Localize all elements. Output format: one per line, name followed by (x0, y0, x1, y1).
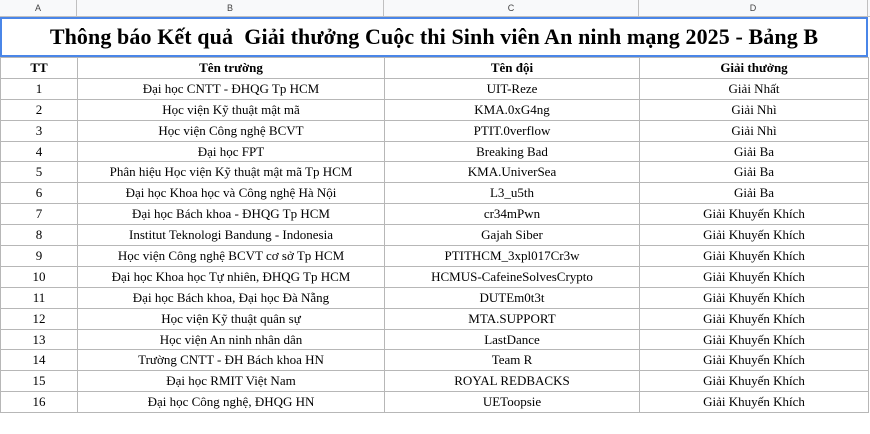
table-row (1, 266, 869, 287)
cell-prize[interactable]: Giải Ba (640, 183, 869, 204)
cell-team[interactable]: Gajah Siber (385, 225, 640, 246)
header-team[interactable]: Tên đội (385, 58, 640, 79)
cell-prize[interactable]: Giải Khuyến Khích (640, 308, 869, 329)
cell-school[interactable]: Học viện Kỹ thuật mật mã (78, 99, 385, 120)
cell-school[interactable]: Institut Teknologi Bandung - Indonesia (78, 225, 385, 246)
header-prize[interactable]: Giải thưởng (640, 58, 869, 79)
table-row (1, 204, 869, 225)
cell-prize[interactable]: Giải Khuyến Khích (640, 266, 869, 287)
cell-team[interactable]: KMA.UniverSea (385, 162, 640, 183)
column-header-d[interactable]: D (639, 0, 868, 16)
cell-team[interactable]: DUTEm0t3t (385, 287, 640, 308)
cell-school[interactable]: Phân hiệu Học viện Kỹ thuật mật mã Tp HCM (78, 162, 385, 183)
cell-school[interactable]: Đại học FPT (78, 141, 385, 162)
table-row (1, 371, 869, 392)
cell-team[interactable]: HCMUS-CafeineSolvesCrypto (385, 266, 640, 287)
cell-tt[interactable]: 5 (1, 162, 78, 183)
cell-tt[interactable]: 3 (1, 120, 78, 141)
column-header-c[interactable]: C (384, 0, 639, 16)
cell-tt[interactable]: 16 (1, 392, 78, 413)
cell-team[interactable]: KMA.0xG4ng (385, 99, 640, 120)
cell-school[interactable]: Học viện Công nghệ BCVT (78, 120, 385, 141)
cell-prize[interactable]: Giải Khuyến Khích (640, 225, 869, 246)
column-header-a[interactable]: A (0, 0, 77, 16)
cell-tt[interactable]: 14 (1, 350, 78, 371)
cell-school[interactable]: Trường CNTT - ĐH Bách khoa HN (78, 350, 385, 371)
cell-prize[interactable]: Giải Nhì (640, 120, 869, 141)
cell-tt[interactable]: 4 (1, 141, 78, 162)
cell-tt[interactable]: 9 (1, 246, 78, 267)
cell-team[interactable]: Breaking Bad (385, 141, 640, 162)
cell-tt[interactable]: 6 (1, 183, 78, 204)
cell-tt[interactable]: 8 (1, 225, 78, 246)
table-row (1, 329, 869, 350)
cell-tt[interactable]: 11 (1, 287, 78, 308)
table-row (1, 162, 869, 183)
cell-prize[interactable]: Giải Ba (640, 162, 869, 183)
cell-team[interactable]: Team R (385, 350, 640, 371)
table-row (1, 246, 869, 267)
cell-team[interactable]: UEToopsie (385, 392, 640, 413)
table-row (1, 308, 869, 329)
table-row (1, 183, 869, 204)
cell-team[interactable]: LastDance (385, 329, 640, 350)
cell-prize[interactable]: Giải Nhất (640, 78, 869, 99)
column-header-b[interactable]: B (77, 0, 384, 16)
cell-prize[interactable]: Giải Khuyến Khích (640, 392, 869, 413)
cell-prize[interactable]: Giải Khuyến Khích (640, 287, 869, 308)
cell-school[interactable]: Đại học Khoa học Tự nhiên, ĐHQG Tp HCM (78, 266, 385, 287)
table-row (1, 350, 869, 371)
table-row (1, 287, 869, 308)
cell-team[interactable]: UIT-Reze (385, 78, 640, 99)
cell-school[interactable]: Học viện Công nghệ BCVT cơ sở Tp HCM (78, 246, 385, 267)
table-row (1, 78, 869, 99)
table-row (1, 225, 869, 246)
cell-tt[interactable]: 7 (1, 204, 78, 225)
cell-team[interactable]: PTIT.0verflow (385, 120, 640, 141)
cell-school[interactable]: Đại học RMIT Việt Nam (78, 371, 385, 392)
header-row (1, 58, 869, 79)
cell-team[interactable]: L3_u5th (385, 183, 640, 204)
cell-team[interactable]: cr34mPwn (385, 204, 640, 225)
cell-tt[interactable]: 15 (1, 371, 78, 392)
cell-prize[interactable]: Giải Khuyến Khích (640, 204, 869, 225)
cell-school[interactable]: Đại học Công nghệ, ĐHQG HN (78, 392, 385, 413)
table-row (1, 99, 869, 120)
header-school[interactable]: Tên trường (78, 58, 385, 79)
sheet-title[interactable]: Thông báo Kết quả Giải thưởng Cuộc thi Sinh viên An ninh mạng 2025 - Bảng B (0, 17, 868, 57)
cell-prize[interactable]: Giải Khuyến Khích (640, 350, 869, 371)
cell-school[interactable]: Đại học Bách khoa, Đại học Đà Nẵng (78, 287, 385, 308)
cell-team[interactable]: ROYAL REDBACKS (385, 371, 640, 392)
cell-school[interactable]: Đại học Bách khoa - ĐHQG Tp HCM (78, 204, 385, 225)
table-row (1, 120, 869, 141)
cell-school[interactable]: Đại học Khoa học và Công nghệ Hà Nội (78, 183, 385, 204)
table-row (1, 141, 869, 162)
cell-team[interactable]: MTA.SUPPORT (385, 308, 640, 329)
cell-team[interactable]: PTITHCM_3xpl017Cr3w (385, 246, 640, 267)
cell-tt[interactable]: 12 (1, 308, 78, 329)
cell-school[interactable]: Học viện Kỹ thuật quân sự (78, 308, 385, 329)
cell-prize[interactable]: Giải Khuyến Khích (640, 371, 869, 392)
cell-school[interactable]: Học viện An ninh nhân dân (78, 329, 385, 350)
column-header-bar (0, 0, 870, 17)
results-table (0, 57, 869, 413)
cell-prize[interactable]: Giải Khuyến Khích (640, 329, 869, 350)
cell-prize[interactable]: Giải Ba (640, 141, 869, 162)
table-row (1, 392, 869, 413)
cell-prize[interactable]: Giải Nhì (640, 99, 869, 120)
cell-prize[interactable]: Giải Khuyến Khích (640, 246, 869, 267)
cell-tt[interactable]: 1 (1, 78, 78, 99)
cell-tt[interactable]: 13 (1, 329, 78, 350)
cell-school[interactable]: Đại học CNTT - ĐHQG Tp HCM (78, 78, 385, 99)
header-tt[interactable]: TT (1, 58, 78, 79)
cell-tt[interactable]: 2 (1, 99, 78, 120)
cell-tt[interactable]: 10 (1, 266, 78, 287)
